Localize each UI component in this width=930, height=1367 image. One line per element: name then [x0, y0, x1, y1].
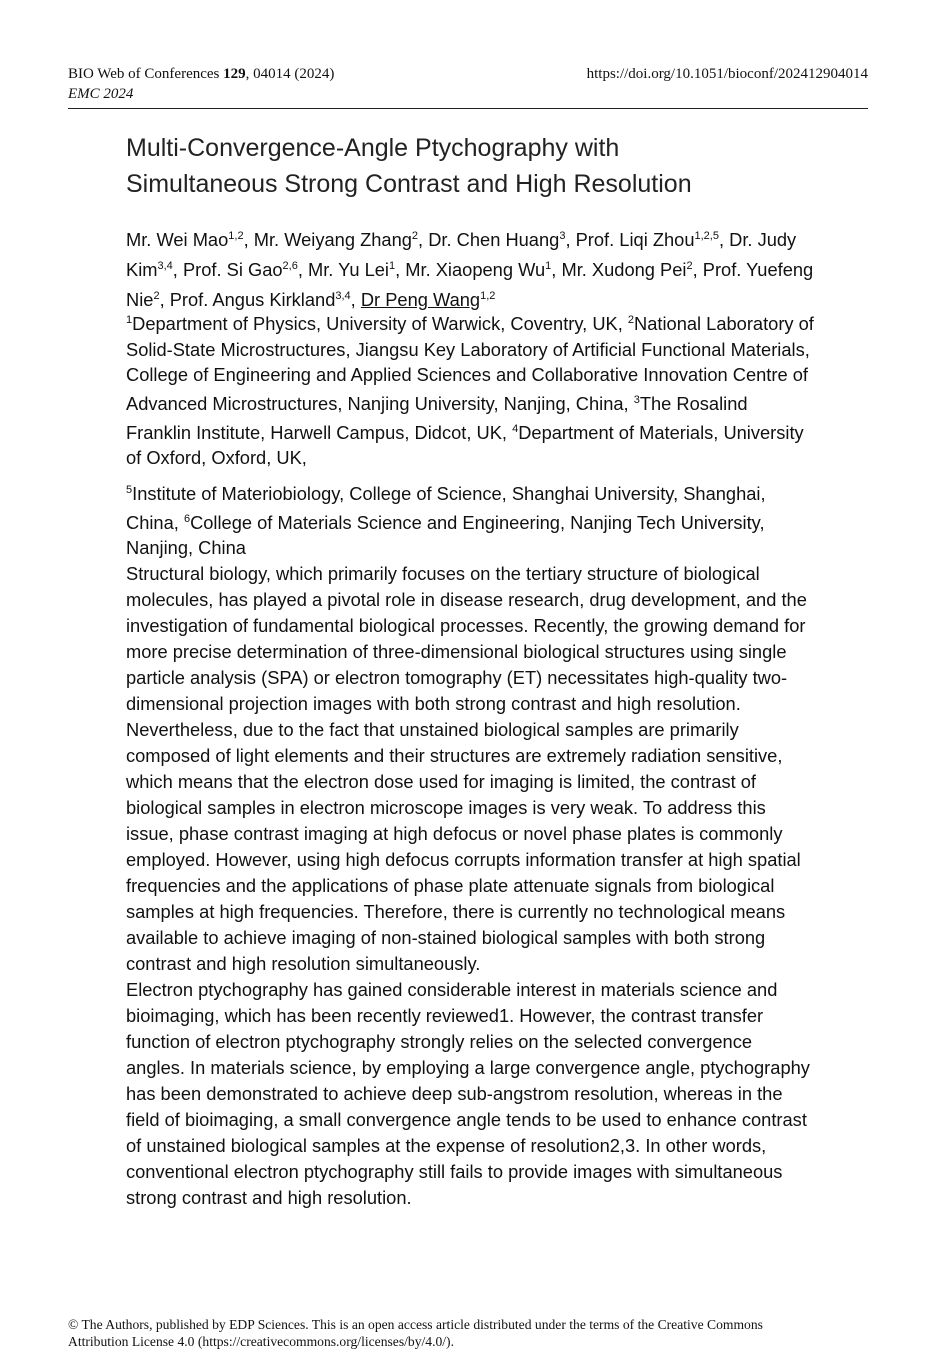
- author-list: [126, 223, 816, 313]
- affiliation-paragraph-1: [126, 308, 816, 471]
- affiliation-text: College of Materials Science and Engineering, Nanjing Tech University, Nanjing, China: [126, 511, 765, 559]
- affiliation-number: 6: [183, 512, 191, 525]
- author-affiliation-marker: 1: [545, 260, 552, 273]
- author-separator: ,: [297, 259, 308, 281]
- author-separator: ,: [551, 259, 562, 281]
- author-name: Mr. Weiyang Zhang: [253, 229, 412, 251]
- journal-name: BIO Web of Conferences: [68, 66, 224, 82]
- author-name: Prof. Si Gao: [182, 259, 283, 281]
- author-affiliation-marker: 2,6: [282, 260, 298, 273]
- author-name: Prof. Yuefeng Nie: [126, 259, 814, 311]
- affiliation-number: 2: [627, 314, 635, 326]
- author-separator: ,: [565, 229, 576, 251]
- title-line-2: Simultaneous Strong Contrast and High Resolution: [126, 170, 692, 198]
- author-separator: ,: [243, 229, 254, 251]
- doi-link[interactable]: https://doi.org/10.1051/bioconf/202412904014: [586, 66, 868, 82]
- title-line-1: Multi-Convergence-Angle Ptychography with: [126, 134, 620, 162]
- affiliation-number: 4: [512, 422, 519, 435]
- author-affiliation-marker: 2: [686, 260, 693, 273]
- affiliation-number: 1: [126, 314, 133, 326]
- body-paragraph-2: Electron ptychography has gained considerable interest in materials science and bioimaging, which has been recently reviewed1. However, the contrast transfer function of electron ptychography strongly relies on the selected convergence angles. In materials science, by employing a large convergence angle, ptychography has been demonstrated to achieve deep sub-angstrom resolution, whereas in the field of bioimaging, a small convergence angle tends to be used to enhance contrast of unstained biological samples at the expense of resolution2,3. In other words, conventional electron ptychography still fails to provide images with simultaneous strong contrast and high resolution.: [126, 979, 810, 1208]
- journal-volume: 129: [223, 66, 246, 82]
- license-footer: [68, 1316, 868, 1350]
- author-name: Mr. Yu Lei: [308, 259, 389, 281]
- affiliation-text: The Rosalind Franklin Institute, Harwell Campus, Didcot, UK,: [126, 392, 748, 443]
- abstract-body: [126, 561, 816, 1211]
- author-name: Mr. Xiaopeng Wu: [405, 259, 546, 281]
- author-affiliation-marker: 1,2: [228, 230, 244, 242]
- author-affiliation-marker: 3,4: [157, 260, 173, 273]
- author-name: Prof. Liqi Zhou: [575, 229, 695, 251]
- affiliations: [126, 308, 816, 568]
- author-affiliation-marker: 3: [559, 230, 566, 242]
- body-paragraph-1: Structural biology, which primarily focuses on the tertiary structure of biological molecules, has played a pivotal role in disease research, drug development, and the investigation of fundamental biological processes. Recently, the growing demand for more precise determination of three-dimensional biological structures using single particle analysis (SPA) or electron tomography (ET) necessitates high-quality two-dimensional projection images with both strong contrast and high resolution. Nevertheless, due to the fact that unstained biological samples are primarily composed of light elements and their structures are extremely radiation sensitive, which means that the electron dose used for imaging is limited, the contrast of biological samples in electron microscope images is very weak. To address this issue, phase contrast imaging at high defocus or novel phase plates is commonly employed. However, using high defocus corrupts information transfer at high spatial frequencies and the applications of phase plate attenuate signals from biological samples at high frequencies. Therefore, there is currently no technological means available to achieve imaging of non-stained biological samples with both strong contrast and high resolution simultaneously.: [126, 563, 807, 974]
- license-line-2: Attribution License 4.0 (https://creativecommons.org/licenses/by/4.0/).: [68, 1334, 454, 1349]
- affiliation-text: Department of Physics, University of Warwick, Coventry, UK,: [132, 313, 628, 335]
- author-name: Dr Peng Wang: [360, 289, 481, 311]
- affiliation-paragraph-2: [126, 478, 816, 561]
- author-affiliation-marker: 2: [411, 230, 419, 242]
- article-number: , 04014 (2024): [245, 66, 335, 82]
- author-separator: ,: [172, 259, 183, 281]
- author-name: Dr. Chen Huang: [428, 229, 560, 251]
- license-line-1: © The Authors, published by EDP Sciences. This is an open access article distributed under the terms of the Creative Commons: [68, 1317, 763, 1332]
- author-separator: ,: [718, 229, 730, 251]
- author-affiliation-marker: 1: [388, 260, 396, 273]
- author-affiliation-marker: 1,2,5: [694, 230, 719, 242]
- author-separator: ,: [350, 289, 361, 311]
- author-separator: ,: [418, 229, 429, 251]
- author-separator: ,: [692, 259, 703, 281]
- paper-title: [126, 130, 826, 202]
- author-name: Prof. Angus Kirkland: [169, 289, 336, 311]
- header-row: [68, 64, 868, 84]
- affiliation-text: Institute of Materiobiology, College of Science, Shanghai University, Shanghai, China,: [126, 482, 766, 533]
- author-affiliation-marker: 1,2: [480, 290, 496, 303]
- author-name: Mr. Wei Mao: [126, 229, 229, 251]
- author-affiliation-marker: 3,4: [335, 290, 351, 303]
- author-name: Dr. Judy Kim: [126, 229, 797, 281]
- journal-citation: [68, 64, 334, 84]
- author-affiliation-marker: 2: [153, 290, 160, 303]
- affiliation-number: 5: [126, 483, 133, 496]
- conference-name: EMC 2024: [68, 86, 134, 102]
- affiliation-text: Department of Materials, University of Oxford, Oxford, UK,: [126, 421, 804, 469]
- author-separator: ,: [159, 289, 170, 311]
- author-name: Mr. Xudong Pei: [561, 259, 687, 281]
- affiliation-text: National Laboratory of Solid-State Microstructures, Jiangsu Key Laboratory of Artificial Functional Materials, College of Engineering and Applied Sciences and Collaborative Innovation Centre of Advanced Microstructures, Nanjing University, Nanjing, China,: [126, 313, 814, 414]
- author-separator: ,: [395, 259, 406, 281]
- page-header: [68, 64, 868, 104]
- affiliation-number: 3: [633, 393, 640, 406]
- header-divider: [68, 108, 868, 109]
